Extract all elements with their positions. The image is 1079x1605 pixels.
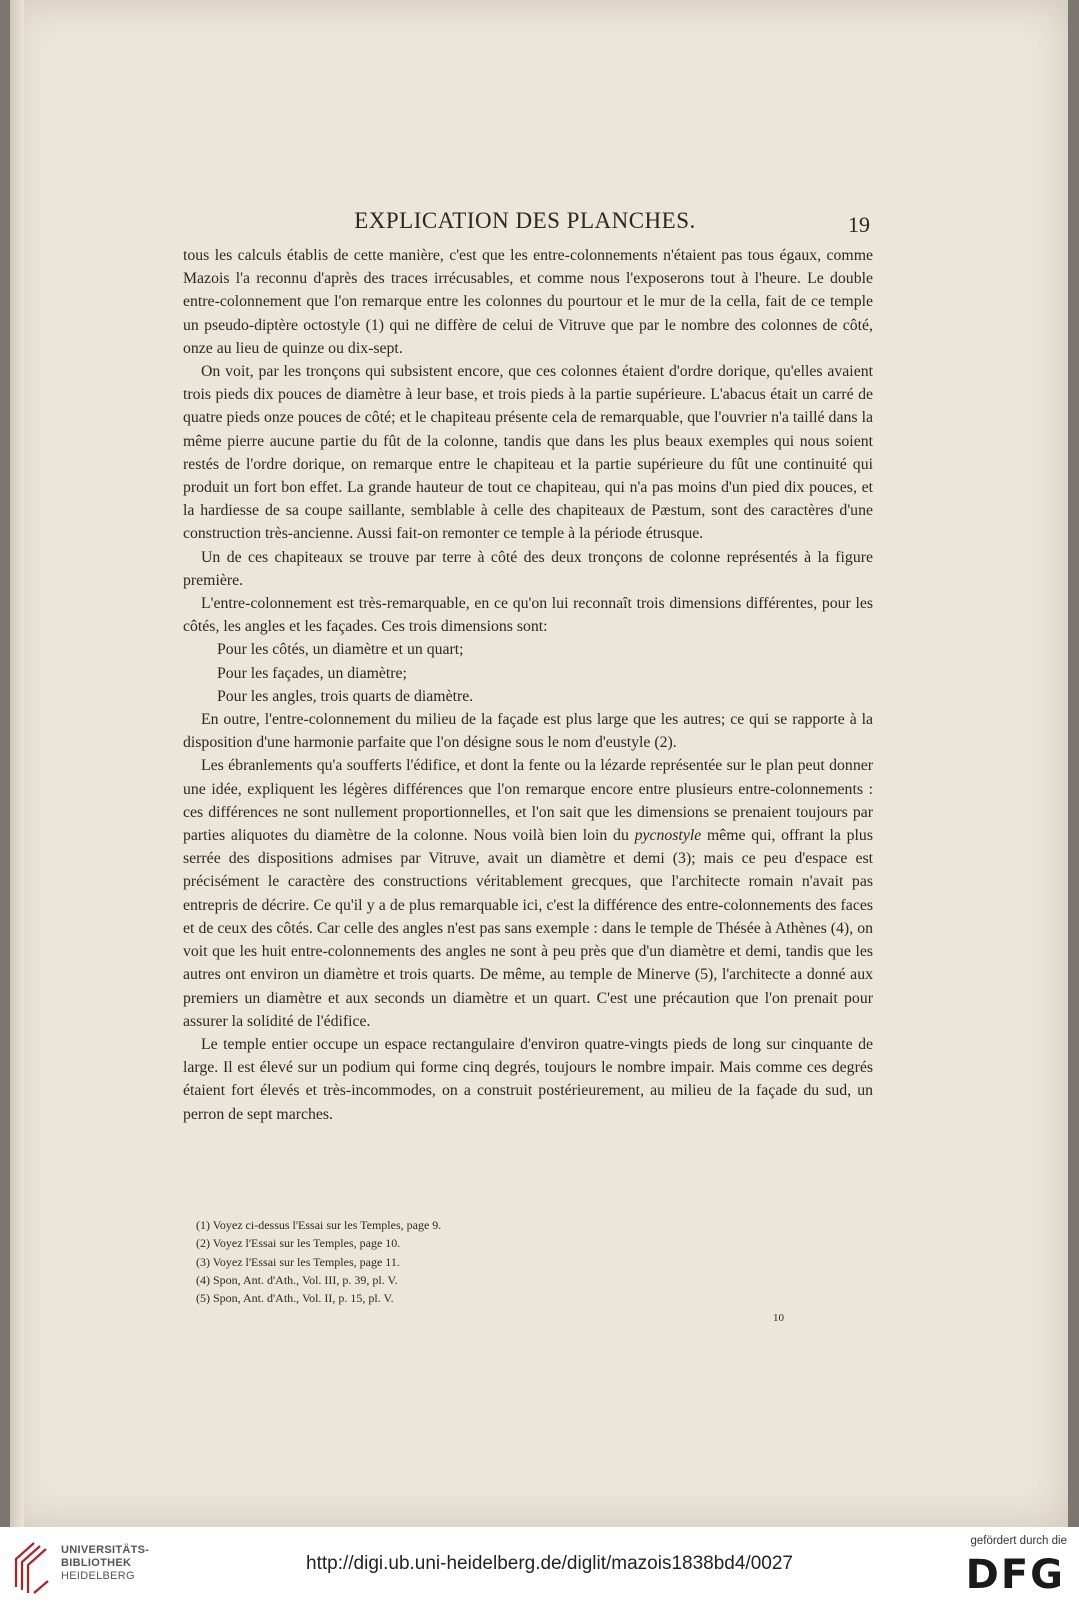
- dfg-logo: DFG: [965, 1552, 1065, 1598]
- library-name: [61, 1544, 149, 1583]
- footnote-3: (3) Voyez l'Essai sur les Temples, page 11.: [196, 1254, 400, 1269]
- footnote-2: (2) Voyez l'Essai sur les Temples, page 10.: [196, 1236, 401, 1251]
- body-text: [183, 244, 873, 1126]
- footnote-1: (1) Voyez ci-dessus l'Essai sur les Temples, page 9.: [196, 1218, 442, 1232]
- permalink-url[interactable]: http://digi.ub.uni-heidelberg.de/diglit/mazois1838bd4/0027: [306, 1553, 793, 1574]
- running-header: [180, 208, 870, 244]
- paragraph-1: tous les calculs établis de cette manière, c'est que les entre-colonnements n'étaient pas tous égaux, comme Mazois l'a reconnu d'après des traces irrécusables, et comme nous l'exposerons tout à l'heure. Le double entre-colonnement que l'on remarque entre les colonnes du pourtour et le mur de la cella, fait de ce temple un pseudo-diptère octostyle (1) qui ne diffère de celui de Vitruve que par le nombre des colonnes de côté, onze au lieu de quinze ou dix-sept.: [183, 247, 873, 357]
- paragraph-7: Le temple entier occupe un espace rectangulaire d'environ quatre-vingts pieds de long sur cinquante de large. Il est élevé sur un podium qui forme cinq degrés, toujours le nombre impair. Mais comme ces degrés étaient fort élevés et très-incommodes, on a construit postérieurement, au milieu de la façade du sud, un perron de sept marches.: [183, 1035, 873, 1123]
- paragraph-4: L'entre-colonnement est très-remarquable, en ce qu'on lui reconnaît trois dimensions différentes, pour les côtés, les angles et les façades. Ces trois dimensions sont:: [183, 595, 873, 636]
- pycnostyle-term: pycnostyle: [634, 827, 702, 845]
- paragraph-2: On voit, par les tronçons qui subsistent encore, que ces colonnes étaient d'ordre dorique, qu'elles avaient trois pieds dix pouces de diamètre à leur base, et trois pieds à la partie supérieure. L'abacus était un carré de quatre pieds onze pouces de côté; et le chapiteau présente cela de remarquable, que l'ouvrier n'a taillé dans la même pierre aucune partie du fût de la colonne, tandis que dans les plus beaux exemples qui nous soient restés de l'ordre dorique, on remarque entre le chapiteau et la partie supérieure du fût une continuité qui produit un fort bon effet. La grande hauteur de tout ce chapiteau, qui n'a pas moins d'un pied dix pouces, et la hardiesse de sa coupe saillante, semblable à celle des chapiteaux de Pæstum, sont des caractères d'une construction très-ancienne. Aussi fait-on remonter ce temple à la période étrusque.: [183, 363, 873, 543]
- paragraph-5: En outre, l'entre-colonnement du milieu de la façade est plus large que les autres; ce qui se rapporte à la disposition d'une harmonie parfaite que l'on désigne sous le nom d'eustyle (2).: [183, 711, 873, 752]
- page-title: EXPLICATION DES PLANCHES.: [354, 208, 696, 233]
- footnotes: [196, 1216, 596, 1307]
- library-name-line3: HEIDELBERG: [61, 1570, 135, 1582]
- library-name-line2: BIBLIOTHEK: [61, 1557, 132, 1569]
- paragraph-3: Un de ces chapiteaux se trouve par terre à côté des deux tronçons de colonne représentés à la figure première.: [183, 548, 873, 589]
- page-edge-shadow: [10, 0, 24, 1527]
- university-library-logo-icon: [12, 1537, 52, 1595]
- library-name-line1: UNIVERSITÄTS-: [61, 1544, 150, 1556]
- footnote-4: (4) Spon, Ant. d'Ath., Vol. III, p. 39, pl. V.: [196, 1272, 398, 1287]
- list-item-angles: Pour les angles, trois quarts de diamètre.: [217, 687, 474, 705]
- list-item-sides: Pour les côtés, un diamètre et un quart;: [217, 641, 464, 659]
- paragraph-6: [183, 754, 873, 1032]
- footnote-5: (5) Spon, Ant. d'Ath., Vol. II, p. 15, pl. V.: [196, 1291, 394, 1306]
- paragraph-6-end: même qui, offrant la plus serrée des dispositions admises par Vitruve, avait un diamètre et demi (3); mais ce peu d'espace est précisément le caractère des constructions véritablement grecques, que l'architecte romain n'avait pas entrepris de décrire. Ce qu'il y a de plus remarquable ici, c'est la différence des entre-colonnements des faces et de ceux des côtés. Car celle des angles n'est pas sans exemple : dans le temple de Thésée à Athènes (4), on voit que les huit entre-colonnements des angles ne sont à peu près que d'un diamètre et demi, tandis que les autres ont environ un diamètre et trois quarts. De même, au temple de Minerve (5), l'architecte a donné aux premiers un diamètre et aux seconds un diamètre et un quart. C'est une précaution que l'on prenait pour assurer la solidité de l'édifice.: [183, 827, 873, 1030]
- signature-mark: 10: [773, 1312, 784, 1324]
- footer-bar: [0, 1527, 1079, 1605]
- page-number: 19: [848, 212, 870, 237]
- funding-label: gefördert durch die: [970, 1535, 1067, 1547]
- list-item-facades: Pour les façades, un diamètre;: [217, 664, 407, 682]
- scanned-page: [10, 0, 1068, 1527]
- paragraph-6-start: Les ébranlements qu'a soufferts l'édifice, et dont la fente ou la lézarde représentée sur le plan peut donner une idée, expliquent les légères différences que l'on remarque encore entre plusieurs entre-colonnements : ces différences ne sont nullement proportionnelles, et l'on sait que les dimensions se prenaient toujours par parties aliquotes du diamètre de la colonne. Nous voilà bien loin du: [183, 757, 873, 845]
